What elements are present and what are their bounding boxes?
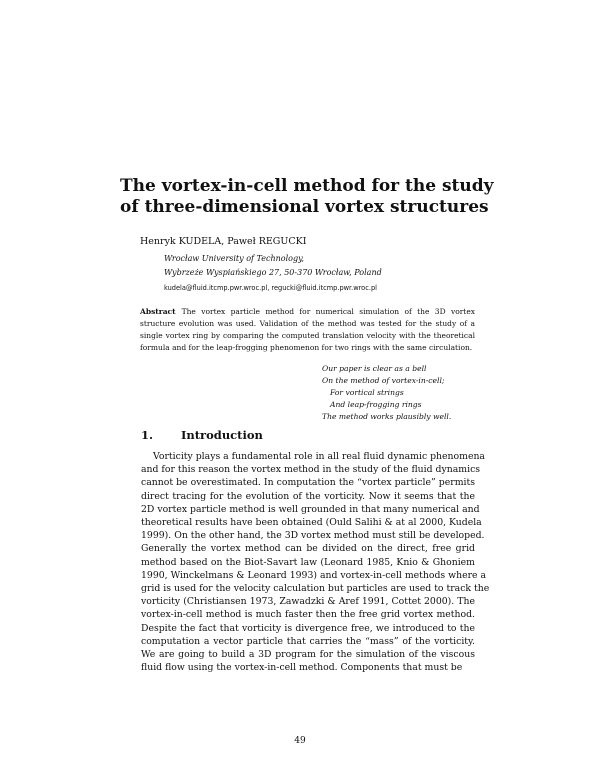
poem-line-1: Our paper is clear as a bell [322, 364, 427, 373]
body-line: Generally the vortex method can be divided on the direct, free grid [141, 543, 475, 555]
authors: Henryk KUDELA, Paweł REGUCKI [140, 236, 307, 247]
body-line: direct tracing for the evolution of the vorticity. Now it seems that the [141, 490, 475, 502]
body-line: We are going to build a 3D program for the simulation of the viscous [141, 649, 475, 661]
affiliation-line-2: Wybrzeże Wyspiańskiego 27, 50-370 Wrocław, Poland [164, 268, 382, 277]
body-line: and for this reason the vortex method in the study of the fluid dynamics [141, 464, 481, 476]
body-line: theoretical results have been obtained (Ould Salihi & at al 2000, Kudela [141, 517, 482, 529]
section-heading [141, 428, 263, 442]
body-line: fluid flow using the vortex-in-cell method. Components that must be [141, 662, 463, 674]
abstract-line-1: The vortex particle method for numerical simulation of the 3D vortex [181, 307, 475, 316]
author-emails: kudela@fluid.itcmp.pwr.wroc.pl, regucki@fluid.itcmp.pwr.wroc.pl [164, 284, 377, 292]
body-line: cannot be overestimated. In computation the “vortex particle” permits [141, 477, 475, 489]
body-line: vorticity (Christiansen 1973, Zawadzki & Aref 1991, Cottet 2000). The [141, 596, 475, 608]
section-title: Introduction [181, 428, 263, 442]
title-line-2: of three-dimensional vortex structures [120, 197, 489, 217]
body-line: 1999). On the other hand, the 3D vortex method must still be developed. [141, 530, 485, 542]
abstract-label: Abstract [140, 307, 176, 316]
poem-line-2: On the method of vortex-in-cell; [322, 376, 445, 385]
body-line: vortex-in-cell method is much faster then the free grid vortex method. [141, 609, 475, 621]
poem-line-5: The method works plausibly well. [322, 412, 452, 421]
body-line: grid is used for the velocity calculation but particles are used to track the [141, 583, 490, 595]
section-number: 1. [141, 428, 154, 442]
page-number: 49 [294, 736, 306, 746]
body-line: Despite the fact that vorticity is divergence free, we introduced to the [141, 622, 475, 634]
body-line: computation a vector particle that carries the “mass” of the vorticity. [141, 635, 475, 647]
body-line: Vorticity plays a fundamental role in all real fluid dynamic phenomena [153, 451, 485, 462]
abstract [140, 306, 475, 354]
poem-line-4: And leap-frogging rings [330, 400, 422, 409]
abstract-line-2: structure evolution was used. Validation of the method was tested for the study of a [140, 319, 475, 328]
paper-title [120, 176, 500, 218]
abstract-line-4: formula and for the leap-frogging phenomenon for two rings with the same circulation. [140, 343, 473, 352]
abstract-line-3: single vortex ring by comparing the computed translation velocity with the theoretical [140, 331, 475, 340]
affiliation-line-1: Wrocław University of Technology, [164, 254, 305, 263]
title-line-1: The vortex-in-cell method for the study [120, 176, 494, 196]
body-line: 2D vortex particle method is well grounded in that many numerical and [141, 503, 480, 515]
body-line: 1990, Winckelmans & Leonard 1993) and vortex-in-cell methods where a [141, 569, 487, 581]
body-text [141, 450, 490, 674]
poem-line-3: For vortical strings [330, 388, 404, 397]
body-line: method based on the Biot-Savart law (Leonard 1985, Knio & Ghoniem [141, 556, 475, 568]
